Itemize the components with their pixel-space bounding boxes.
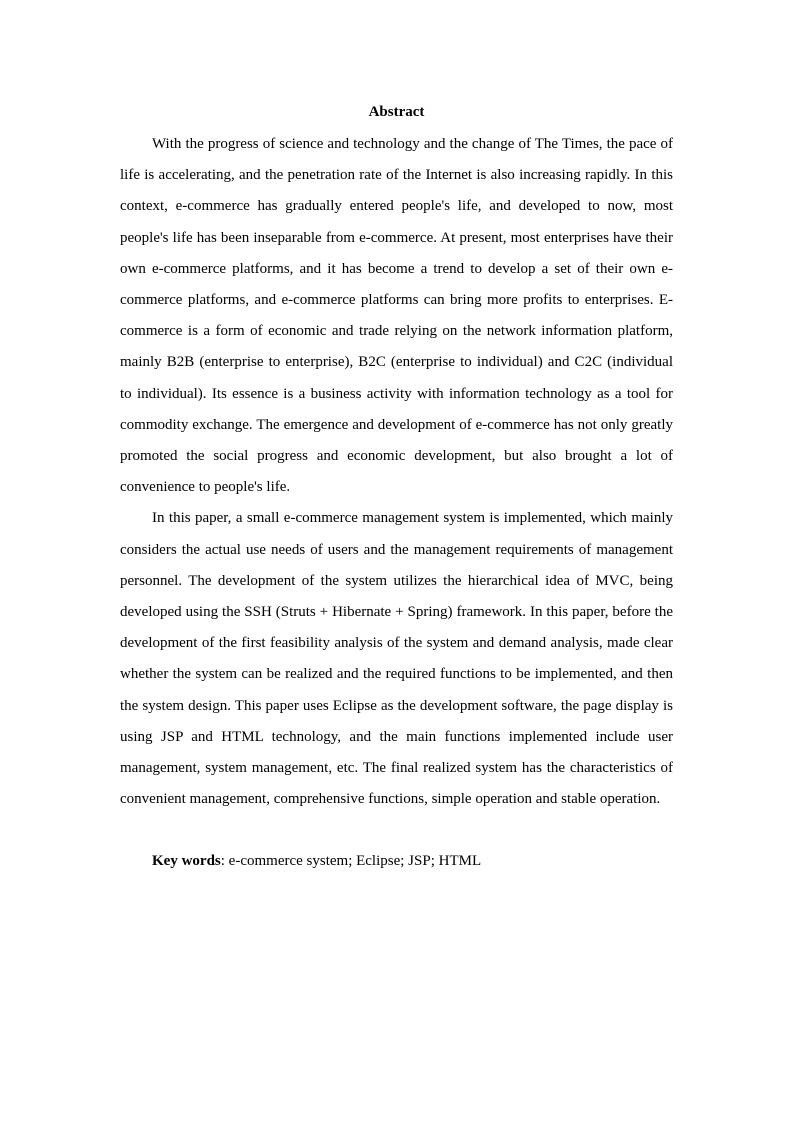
- abstract-title: Abstract: [368, 104, 425, 120]
- keywords-line: [120, 846, 673, 877]
- document-page: [120, 101, 673, 878]
- keywords-value: : e-commerce system; Eclipse; JSP; HTML: [220, 853, 482, 870]
- keywords-label: Key words: [152, 853, 221, 870]
- abstract-paragraph-1: With the progress of science and technology and the change of The Times, the pace of life is accelerating, and the penetration rate of the Internet is also increasing rapidly. In this context, e-commerce has gradually entered people's life, and developed to now, most people's life has been inseparable from e-commerce. At present, most enterprises have their own e-commerce platforms, and it has become a trend to develop a set of their own e-commerce platforms, and e-commerce platforms can bring more profits to enterprises. E-commerce is a form of economic and trade relying on the network information platform, mainly B2B (enterprise to enterprise), B2C (enterprise to individual) and C2C (individual to individual). Its essence is a business activity with information technology as a tool for commodity exchange. The emergence and development of e-commerce has not only greatly promoted the social progress and economic development, but also brought a lot of convenience to people's life.: [120, 136, 673, 496]
- abstract-paragraph-2: In this paper, a small e-commerce management system is implemented, which mainly considers the actual use needs of users and the management requirements of management personnel. The development of the system utilizes the hierarchical idea of MVC, being developed using the SSH (Struts + Hibernate + Spring) framework. In this paper, before the development of the first feasibility analysis of the system and demand analysis, made clear whether the system can be realized and the required functions to be implemented, and then the system design. This paper uses Eclipse as the development software, the page display is using JSP and HTML technology, and the main functions implemented include user management, system management, etc. The final realized system has the characteristics of convenient management, comprehensive functions, simple operation and stable operation.: [120, 510, 673, 808]
